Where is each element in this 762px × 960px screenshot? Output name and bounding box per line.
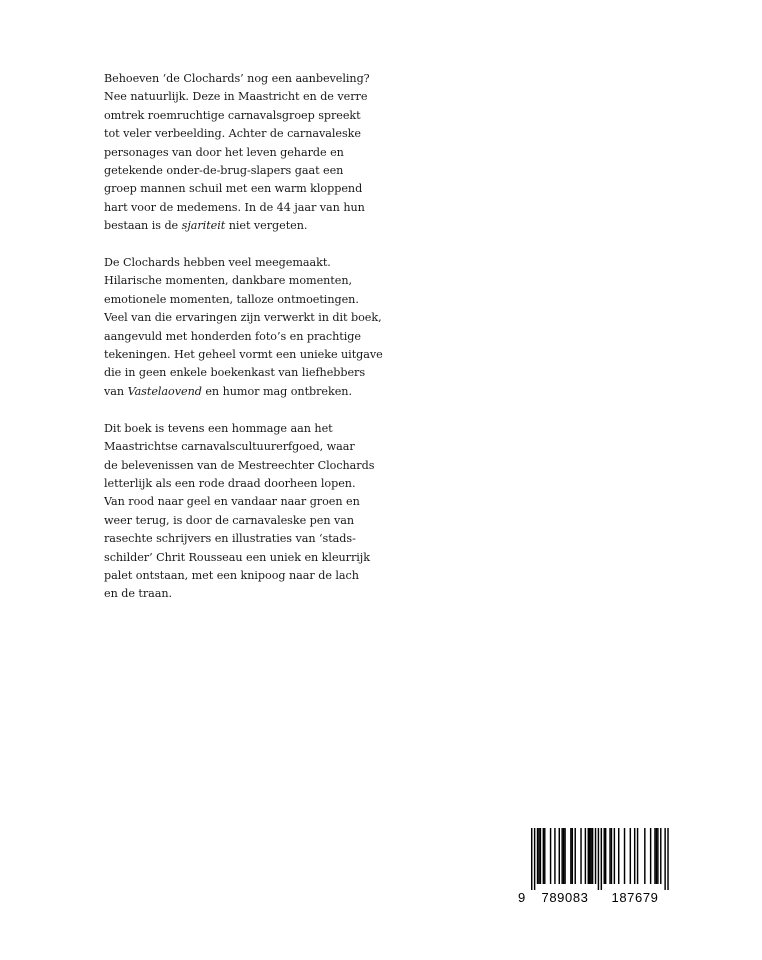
barcode-bar xyxy=(598,828,599,890)
text-run: rasechte schrijvers en illustraties van ‘stads- xyxy=(104,532,356,546)
barcode-bar xyxy=(561,828,562,884)
text-line xyxy=(104,291,364,309)
barcode-bar xyxy=(580,828,581,884)
text-run: aangevuld met honderden foto’s en prachtige xyxy=(104,329,361,343)
text-run: Veel van die ervaringen zijn verwerkt in dit boek, xyxy=(104,311,382,325)
barcode-bar xyxy=(531,828,532,890)
text-line xyxy=(104,364,364,382)
barcode-bar xyxy=(618,828,619,884)
barcode-bar xyxy=(667,828,668,890)
text-line xyxy=(104,512,364,530)
barcode-bar xyxy=(595,828,596,884)
text-line xyxy=(104,88,368,106)
text-line xyxy=(104,144,364,162)
barcode-bar xyxy=(543,828,544,884)
barcode-bar xyxy=(538,828,539,884)
barcode-bar xyxy=(604,828,605,884)
text-line xyxy=(104,346,383,364)
text-run: Behoeven ‘de Clochards’ nog een aanbeveling? xyxy=(104,72,370,85)
text-run: die in geen enkele boekenkast van liefhebbers xyxy=(104,366,366,380)
barcode-bar xyxy=(585,828,586,884)
text-line xyxy=(104,530,364,548)
text-line xyxy=(104,217,364,235)
barcode-bar xyxy=(554,828,555,884)
barcode-bar xyxy=(654,828,655,884)
barcode-bar xyxy=(624,828,625,884)
barcode-bar xyxy=(559,828,560,884)
barcode-bar xyxy=(605,828,606,884)
text-run: niet vergeten. xyxy=(225,219,308,233)
text-run: personages van door het leven geharde en xyxy=(104,145,344,159)
barcode-bar xyxy=(609,828,610,884)
text-run: tekeningen. Het geheel vormt een unieke uitgave xyxy=(104,348,383,362)
barcode-bar xyxy=(540,828,541,884)
text-run: van xyxy=(104,384,128,398)
isbn-right-group: 187679 xyxy=(611,890,659,905)
barcode-bar xyxy=(575,828,576,884)
blurb-text xyxy=(104,70,383,622)
barcode-bar xyxy=(563,828,564,884)
text-run: Hilarische momenten, dankbare momenten, xyxy=(104,274,352,288)
text-line xyxy=(104,272,364,290)
text-run: Maastrichtse carnavalscultuurerfgoed, waar xyxy=(104,440,355,454)
barcode-bar xyxy=(660,828,661,884)
text-run: weer terug, is door de carnavaleske pen van xyxy=(104,513,355,527)
text-line xyxy=(104,549,370,567)
text-line xyxy=(104,125,364,143)
barcode-bar xyxy=(644,828,645,884)
text-line xyxy=(104,309,382,327)
text-line xyxy=(104,328,364,346)
barcode-bar xyxy=(589,828,590,884)
text-run: getekende onder-de-brug-slapers gaat een xyxy=(104,164,344,178)
text-run: Nee natuurlijk. Deze in Maastricht en de verre xyxy=(104,90,368,104)
barcode-bar xyxy=(656,828,657,884)
text-line xyxy=(104,383,364,401)
barcode-bar xyxy=(634,828,635,884)
barcode-bar xyxy=(590,828,591,884)
text-run: letterlijk als een rode draad doorheen lopen. xyxy=(104,476,356,490)
text-line xyxy=(104,107,364,125)
text-run: bestaan is de xyxy=(104,219,182,233)
barcode-bar xyxy=(614,828,615,884)
barcode-bar xyxy=(550,828,551,884)
text-line xyxy=(104,457,375,475)
text-line xyxy=(104,199,364,217)
text-run: en de traan. xyxy=(104,587,173,601)
text-line xyxy=(104,254,364,272)
barcode-bar xyxy=(592,828,593,884)
barcode-bar xyxy=(657,828,658,884)
barcode-bar xyxy=(611,828,612,884)
text-run: en humor mag ontbreken. xyxy=(201,384,352,398)
text-line xyxy=(104,475,364,493)
italic-word: Vastelaovend xyxy=(127,384,202,398)
text-run: groep mannen schuil met een warm kloppend xyxy=(104,182,363,196)
barcode-bar xyxy=(572,828,573,884)
barcode-bar xyxy=(637,828,638,884)
text-run: de belevenissen van de Mestreechter Clochards xyxy=(104,458,375,472)
text-line xyxy=(104,585,364,603)
barcode-bar xyxy=(601,828,602,890)
text-run: emotionele momenten, talloze ontmoetingen. xyxy=(104,292,359,306)
barcode-bar xyxy=(570,828,571,884)
text-run: Dit boek is tevens een hommage aan het xyxy=(104,421,333,435)
text-run: schilder’ Chrit Rousseau een uniek en kleurrijk xyxy=(104,550,370,564)
italic-word: sjariteit xyxy=(181,219,226,233)
text-run: hart voor de medemens. In de 44 jaar van hun xyxy=(104,200,365,214)
text-line xyxy=(104,420,364,438)
paragraph-1 xyxy=(104,70,370,236)
text-line xyxy=(104,70,370,88)
barcode-bar xyxy=(664,828,665,890)
barcode-bar xyxy=(630,828,631,884)
barcode-bar xyxy=(564,828,565,884)
isbn-first-digit: 9 xyxy=(518,890,526,905)
text-run: Van rood naar geel en vandaar naar groen en xyxy=(104,495,360,509)
text-line xyxy=(104,438,364,456)
text-line xyxy=(104,567,364,585)
paragraph-3 xyxy=(104,420,375,604)
barcode-bar xyxy=(588,828,589,884)
text-line xyxy=(104,493,364,511)
text-run: De Clochards hebben veel meegemaakt. xyxy=(104,256,331,270)
text-line xyxy=(104,162,364,180)
isbn-left-group: 789083 xyxy=(541,890,589,905)
barcode-bar xyxy=(544,828,545,884)
isbn-barcode xyxy=(518,828,675,910)
paragraph-2 xyxy=(104,254,383,401)
text-run: palet ontstaan, met een knipoog naar de lach xyxy=(104,568,359,582)
text-line xyxy=(104,180,364,198)
barcode-bars xyxy=(518,828,675,890)
text-run: tot veler verbeelding. Achter de carnavaleske xyxy=(104,127,361,141)
barcode-bar xyxy=(534,828,535,890)
text-run: omtrek roemruchtige carnavalsgroep spreekt xyxy=(104,108,361,122)
barcode-bar xyxy=(537,828,538,884)
barcode-bar xyxy=(650,828,651,884)
